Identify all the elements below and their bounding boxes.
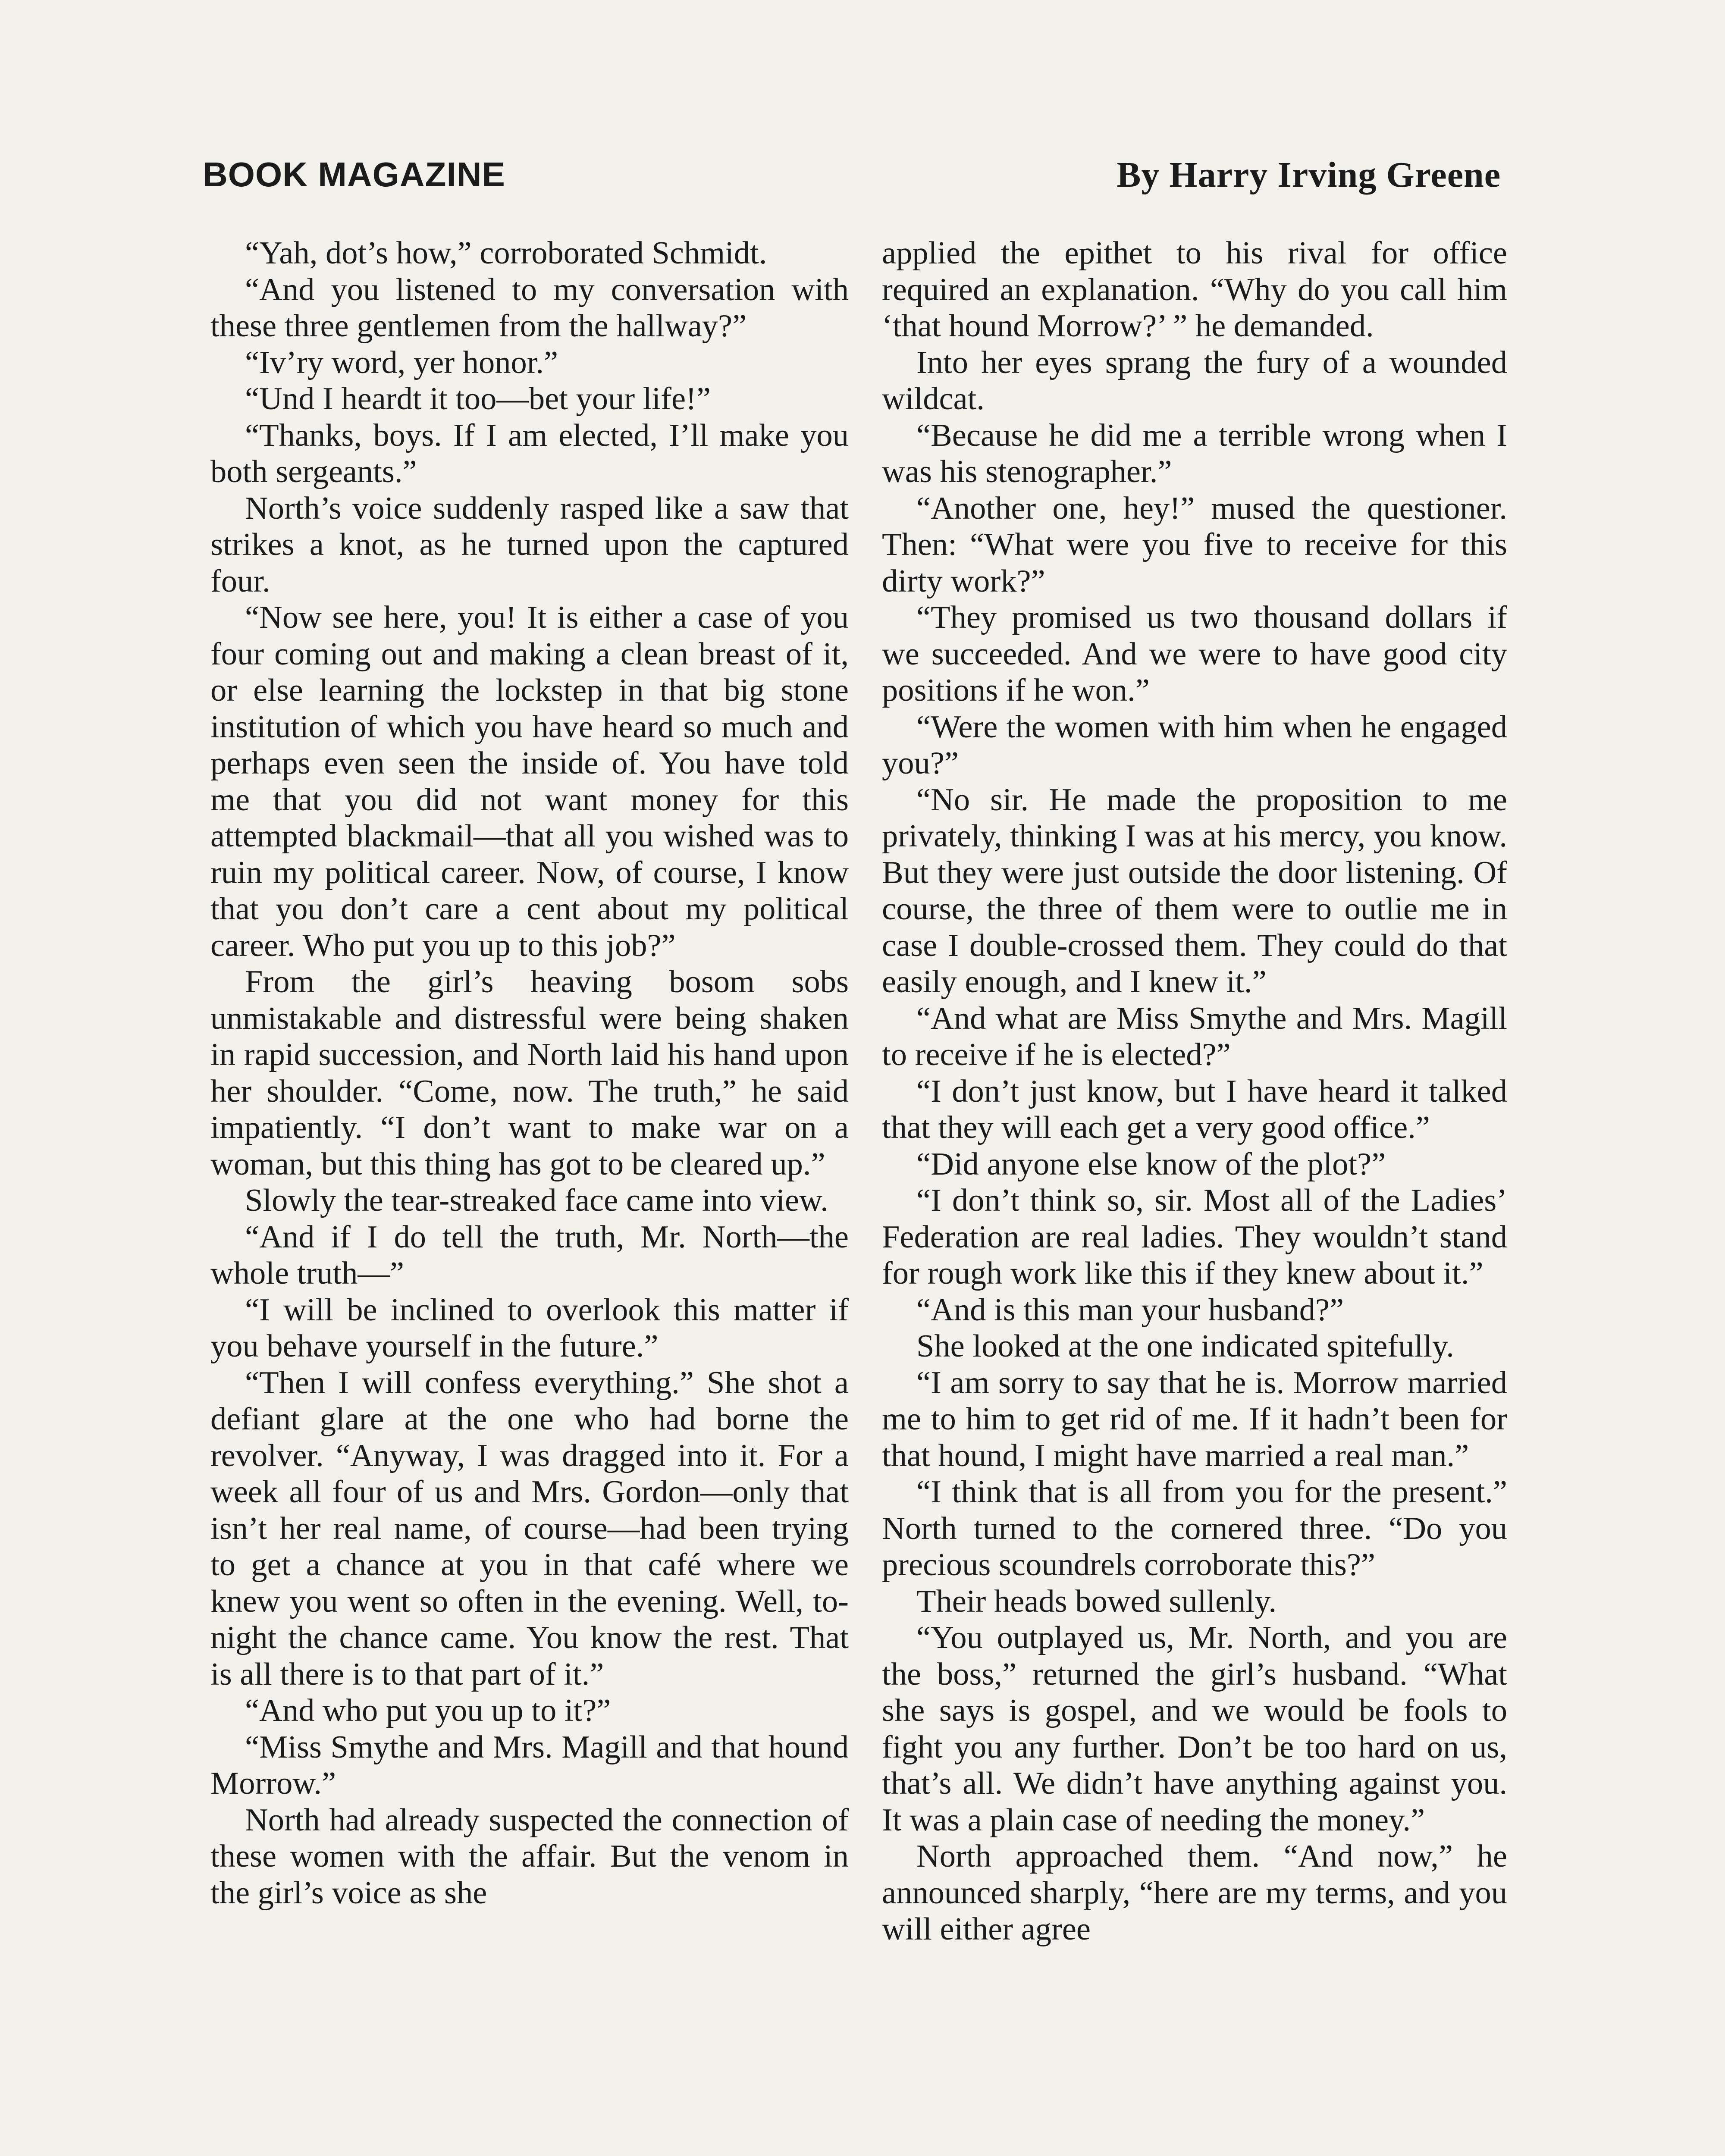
paragraph: “They promised us two thousand dollars if we succeeded. And we were to have good city positions if he won.”	[882, 600, 1507, 708]
running-header	[203, 142, 1501, 207]
paragraph: “Then I will confess everything.” She shot a defiant glare at the one who had borne the revolver. “Anyway, I was dragged into it. For a week all four of us and Mrs. Gordon—only that isn’t her real name, of course—had been trying to get a chance at you in that café where we knew you went so often in the evening. Well, to-night the chance came. You know the rest. That is all there is to that part of it.”	[210, 1365, 849, 1692]
paragraph: “And what are Miss Smythe and Mrs. Magill to receive if he is elected?”	[882, 1000, 1507, 1072]
paragraph: “You outplayed us, Mr. North, and you are the boss,” returned the girl’s husband. “What she says is gospel, and we would be fools to fight you any further. Don’t be too hard on us, that’s all. We didn’t have anything against you. It was a plain case of needing the money.”	[882, 1620, 1507, 1838]
paragraph: North had already suspected the connection of these women with the affair. But the venom in the girl’s voice as she	[210, 1802, 849, 1911]
paragraph: “Were the women with him when he engaged you?”	[882, 709, 1507, 781]
left-column	[210, 235, 849, 1911]
paragraph: “And who put you up to it?”	[245, 1693, 611, 1728]
paragraph: “Did anyone else know of the plot?”	[916, 1146, 1386, 1182]
paragraph: “No sir. He made the proposition to me privately, thinking I was at his mercy, you know. But they were just outside the door listening. Of course, the three of them were to outlie me in case I double-crossed them. They could do that easily enough, and I knew it.”	[882, 782, 1507, 1000]
paragraph: “And is this man your husband?”	[916, 1292, 1344, 1328]
paragraph: Into her eyes sprang the fury of a wounded wildcat.	[882, 345, 1507, 417]
paragraph: North’s voice suddenly rasped like a saw that strikes a knot, as he turned upon the captured four.	[210, 490, 849, 599]
paragraph: North approached them. “And now,” he announced sharply, “here are my terms, and you will either agree	[882, 1839, 1507, 1947]
paragraph: “I am sorry to say that he is. Morrow married me to him to get rid of me. If it hadn’t been for that hound, I might have married a real man.”	[882, 1365, 1507, 1473]
right-column	[882, 235, 1507, 1948]
paragraph: “Miss Smythe and Mrs. Magill and that hound Morrow.”	[210, 1729, 849, 1801]
paragraph: From the girl’s heaving bosom sobs unmistakable and distressful were being shaken in rapid succession, and North laid his hand upon her shoulder. “Come, now. The truth,” he said impatiently. “I don’t want to make war on a woman, but this thing has got to be cleared up.”	[210, 964, 849, 1182]
author-byline: By Harry Irving Greene	[1117, 154, 1501, 195]
paragraph: “I will be inclined to overlook this matter if you behave yourself in the future.”	[210, 1292, 849, 1364]
paragraph: “Another one, hey!” mused the questioner. Then: “What were you five to receive for this dirty work?”	[882, 490, 1507, 599]
paragraph: “Und I heardt it too—bet your life!”	[245, 381, 711, 417]
paragraph: applied the epithet to his rival for office required an explanation. “Why do you call him ‘that hound Morrow?’ ” he demanded.	[882, 235, 1507, 344]
paragraph: “I don’t just know, but I have heard it talked that they will each get a very good office.”	[882, 1073, 1507, 1145]
paragraph: “And if I do tell the truth, Mr. North—the whole truth—”	[210, 1219, 849, 1291]
paragraph: “I think that is all from you for the present.” North turned to the cornered three. “Do you precious scoundrels corroborate this?”	[882, 1474, 1507, 1583]
paragraph: Slowly the tear-streaked face came into view.	[245, 1183, 828, 1218]
paragraph: Their heads bowed sullenly.	[916, 1583, 1277, 1619]
paragraph: “Now see here, you! It is either a case of you four coming out and making a clean breast of it, or else learning the lockstep in that big stone institution of which you have heard so much and perhaps even seen the inside of. You have told me that you did not want money for this attempted blackmail—that all you wished was to ruin my political career. Now, of course, I know that you don’t care a cent about my political career. Who put you up to this job?”	[210, 600, 849, 963]
paragraph: “Thanks, boys. If I am elected, I’ll make you both sergeants.”	[210, 417, 849, 489]
paragraph: “Because he did me a terrible wrong when I was his stenographer.”	[882, 417, 1507, 489]
paragraph: She looked at the one indicated spitefully.	[916, 1329, 1454, 1364]
magazine-title: BOOK MAGAZINE	[203, 155, 505, 194]
paragraph: “I don’t think so, sir. Most all of the Ladies’ Federation are real ladies. They wouldn’t stand for rough work like this if they knew about it.”	[882, 1183, 1507, 1291]
paragraph: “Iv’ry word, yer honor.”	[245, 345, 558, 380]
paragraph: “And you listened to my conversation with these three gentlemen from the hallway?”	[210, 272, 849, 344]
paragraph: “Yah, dot’s how,” corroborated Schmidt.	[245, 235, 767, 271]
